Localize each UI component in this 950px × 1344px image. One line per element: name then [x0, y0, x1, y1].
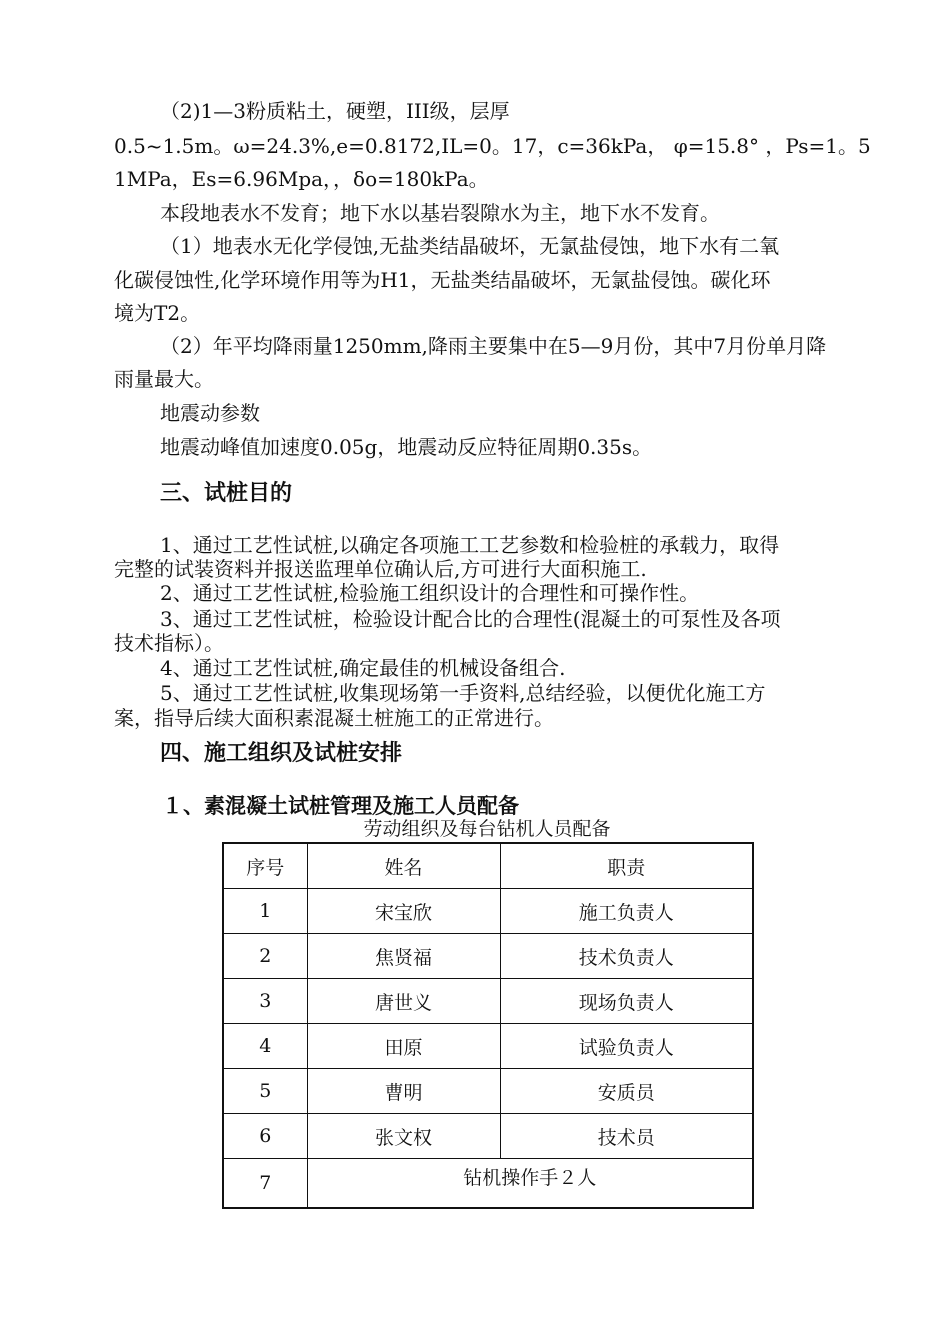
table-cell: 2: [223, 934, 307, 979]
subsection-heading: １、素混凝土试桩管理及施工人员配备: [162, 794, 519, 818]
table-cell: 现场负责人: [500, 979, 753, 1024]
paragraph-line: 本段地表水不发育；地下水以基岩裂隙水为主，地下水不发育。: [160, 201, 720, 225]
paragraph-line: 完整的试装资料并报送监理单位确认后,方可进行大面积施工.: [114, 557, 647, 581]
paragraph-line: （2）年平均降雨量1250mm,降雨主要集中在5—9月份，其中7月份单月降: [160, 334, 827, 358]
table-cell: 技术负责人: [500, 934, 753, 979]
column-header: 姓名: [307, 843, 500, 889]
table-cell: 田原: [307, 1024, 500, 1069]
table-row: [223, 889, 753, 934]
table-row: [223, 1024, 753, 1069]
paragraph-line: 2、通过工艺性试桩,检验施工组织设计的合理性和可操作性。: [160, 581, 700, 605]
table-header-row: [223, 843, 753, 889]
table-cell: 4: [223, 1024, 307, 1069]
table-cell: 试验负责人: [500, 1024, 753, 1069]
paragraph-line: 地震动峰值加速度0.05g，地震动反应特征周期0.35s。: [160, 435, 653, 459]
column-header: 职责: [500, 843, 753, 889]
staff-table: [222, 842, 754, 1209]
section-heading: 四、施工组织及试桩安排: [160, 741, 403, 766]
table-cell: 3: [223, 979, 307, 1024]
table-cell: 1: [223, 889, 307, 934]
paragraph-line: 地震动参数: [160, 401, 260, 425]
paragraph-line: 化碳侵蚀性,化学环境作用等为H1，无盐类结晶破坏，无氯盐侵蚀。碳化环: [114, 268, 771, 292]
paragraph-line: 1MPa，Es=6.96Mpa，，δo=180kPa。: [114, 167, 489, 191]
table-row: [223, 1114, 753, 1159]
paragraph-line: 境为T2。: [114, 301, 201, 325]
table-cell: 6: [223, 1114, 307, 1159]
table-row: [223, 1159, 753, 1209]
table-caption: 劳动组织及每台钻机人员配备: [363, 818, 611, 840]
paragraph-line: 0.5~1.5m。ω=24.3%,e=0.8172,IL=0。17，c=36kPa， φ=15.8° ，Ps=1。5: [114, 134, 871, 158]
table-cell: 唐世义: [307, 979, 500, 1024]
paragraph-line: 4、通过工艺性试桩,确定最佳的机械设备组合.: [160, 656, 566, 680]
table-cell: 曹明: [307, 1069, 500, 1114]
paragraph-line: 1、通过工艺性试桩,以确定各项施工工艺参数和检验桩的承载力，取得: [160, 533, 780, 557]
table-cell: 张文权: [307, 1114, 500, 1159]
paragraph-line: 5、通过工艺性试桩,收集现场第一手资料,总结经验，以便优化施工方: [160, 681, 766, 705]
paragraph-line: （2)1—3粉质粘土，硬塑，III级，层厚: [160, 99, 510, 123]
table-cell: 技术员: [500, 1114, 753, 1159]
section-heading: 三、试桩目的: [160, 481, 293, 506]
table-row: [223, 979, 753, 1024]
table-row: [223, 934, 753, 979]
table-cell: 安质员: [500, 1069, 753, 1114]
table-cell: 焦贤福: [307, 934, 500, 979]
paragraph-line: 3、通过工艺性试桩，检验设计配合比的合理性(混凝土的可泵性及各项: [160, 607, 781, 631]
column-header: 序号: [223, 843, 307, 889]
paragraph-line: 雨量最大。: [114, 367, 214, 391]
table-merged-cell: 钻机操作手２人: [307, 1159, 753, 1209]
paragraph-line: （1）地表水无化学侵蚀,无盐类结晶破坏，无氯盐侵蚀，地下水有二氧: [160, 234, 780, 258]
table-row: [223, 1069, 753, 1114]
table-cell: 7: [223, 1159, 307, 1209]
table-cell: 施工负责人: [500, 889, 753, 934]
table-cell: 5: [223, 1069, 307, 1114]
paragraph-line: 案，指导后续大面积素混凝土桩施工的正常进行。: [114, 706, 554, 730]
paragraph-line: 技术指标）。: [114, 631, 224, 655]
table-cell: 宋宝欣: [307, 889, 500, 934]
